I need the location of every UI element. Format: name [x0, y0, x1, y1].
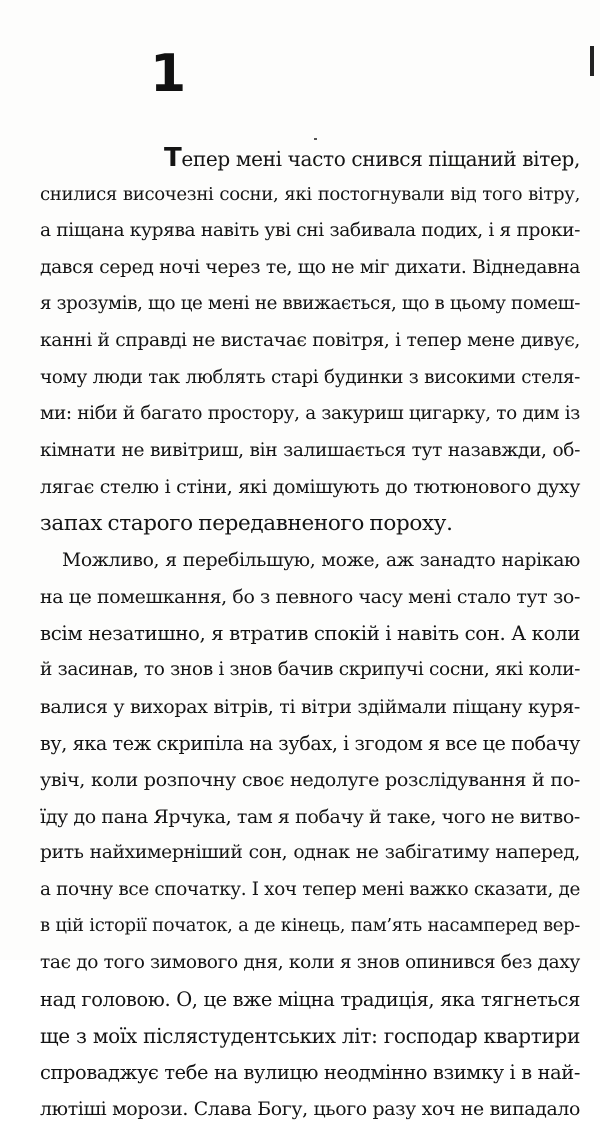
text-line: Тепер мені часто снився піщаний вітер,: [164, 143, 580, 173]
text-line: лютіші морози. Слава Богу, цього разу хоч не випадало: [40, 1098, 580, 1121]
drop-cap: Т: [164, 143, 182, 173]
text-line: Можливо, я перебільшую, може, аж занадто нарікаю: [62, 549, 580, 571]
text-line: увіч, коли розпочну своє недолуге розслідування й по-: [40, 768, 580, 792]
text-line: ми: ніби й багато простору, а закуриш цигарку, то дим із: [40, 403, 580, 425]
text-line: я зрозумів, що це мені не ввижається, що в цьому помеш-: [40, 293, 580, 315]
text-line: їду до пана Ярчука, там я побачу й таке, чого не витво-: [40, 805, 580, 828]
text-line: рить найхимерніший сон, однак не забігатиму наперед,: [40, 842, 580, 864]
text-line: ще з моїх післястудентських літ: господар квартири: [40, 1024, 580, 1049]
text-line: в цій історії початок, а де кінець, пам’ять насамперед вер-: [40, 915, 580, 937]
chapter-number: 1: [150, 44, 187, 104]
text-line: валися у вихорах вітрів, ті вітри здіймали піщану куря-: [40, 695, 580, 718]
text-line: ву, яка теж скрипіла на зубах, і згодом я все це побачу: [40, 731, 580, 755]
body-text: [40, 140, 580, 1128]
text-line: над головою. О, це вже міцна традиція, яка тягнеться: [40, 987, 580, 1011]
text-line: тає до того зимового дня, коли я знов опинився без даху: [40, 952, 580, 974]
text-line: чому люди так люблять старі будинки з високими стеля-: [40, 366, 580, 388]
text-line: запах старого передавненого пороху.: [40, 510, 453, 536]
text-line: на це помешкання, бо з певного часу мені стало тут зо-: [40, 586, 580, 609]
text-line: й засинав, то знов і знов бачив скрипучі сосни, які коли-: [40, 659, 580, 681]
text-line: лягає стелю і стіни, які домішують до тютюнового духу: [40, 476, 580, 499]
text-line: снилися височезні сосни, які постогнували від того вітру,: [40, 183, 580, 205]
text-line: а піщана курява навіть уві сні забивала подих, і я прoки-: [40, 220, 580, 242]
text-line: всім незатишно, я втратив спокій і навіть сон. А коли: [40, 621, 580, 645]
text-line: кімнати не вивітриш, він залишається тут назавжди, об-: [40, 439, 580, 461]
text-line: дався серед ночі через те, що не міг дихати. Віднедавна: [40, 256, 580, 278]
text-line: канні й справді не вистачає повітря, і тепер мене дивує,: [40, 329, 580, 351]
text-line: спроваджує тебе на вулицю неодмінно взимку і в най-: [40, 1060, 580, 1084]
page-edge-mark: [590, 46, 594, 76]
text-line: а почну все спочатку. І хоч тепер мені важко сказати, де: [40, 878, 580, 900]
